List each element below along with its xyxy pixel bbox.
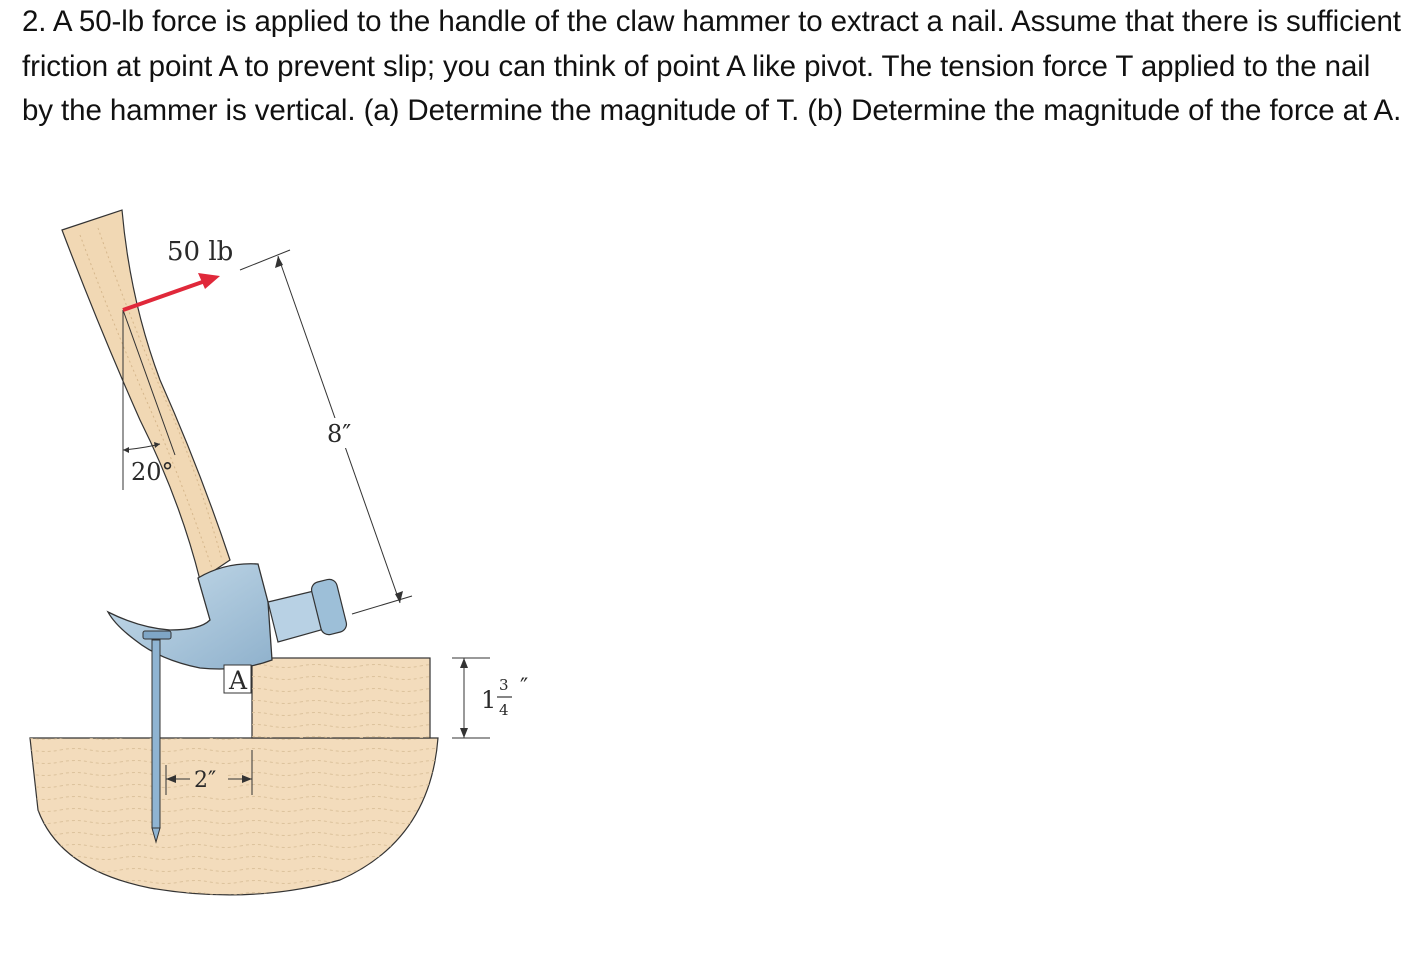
problem-statement: 2. A 50-lb force is applied to the handle of the claw hammer to extract a nail. Assume that there is sufficient friction at point A to prevent slip; you can think of point A like pivot. The tension force T applied to the nail by the hammer is vertical. (a) Determine the magnitude of T. (b) Determine the magnitude of the force at A. — [22, 5, 1402, 127]
height-whole-label: 1 — [481, 686, 497, 714]
force-arrow — [123, 280, 208, 310]
hammer-head — [108, 564, 272, 669]
length-dim-extension-top — [240, 250, 290, 270]
height-unit-label: ″ — [520, 675, 529, 700]
force-label: 50 lb — [167, 237, 234, 267]
nail-head — [143, 631, 171, 639]
height-numerator-label: 3 — [499, 676, 509, 694]
nail-shank — [152, 640, 160, 828]
point-a-label: A — [229, 666, 248, 695]
length-dim-extension-bottom — [352, 596, 412, 614]
length-label: 8″ — [327, 420, 352, 448]
angle-label: 20° — [131, 458, 174, 486]
offset-label: 2″ — [194, 768, 217, 793]
height-denominator-label: 4 — [499, 701, 509, 719]
